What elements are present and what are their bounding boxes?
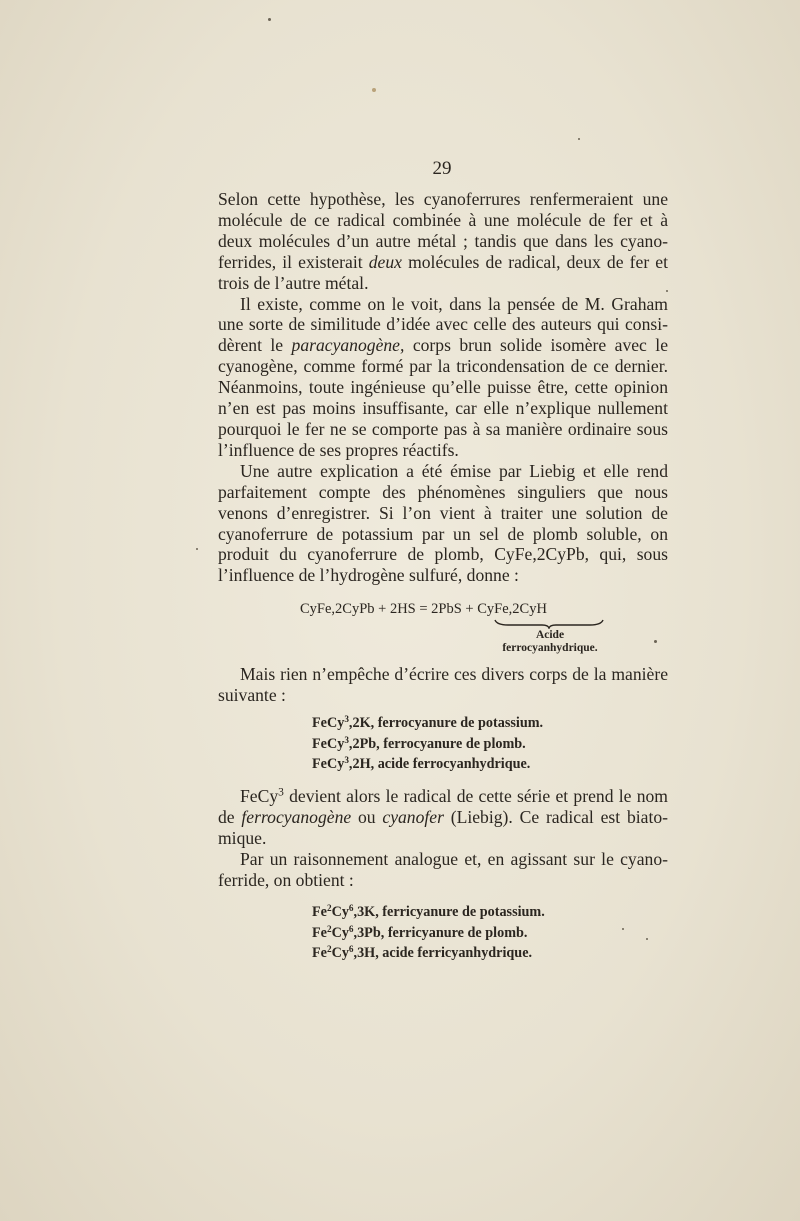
page-number: 29 <box>432 158 452 179</box>
formula-line: FeCy$^3$,2H, acide ferrocyanhydrique. <box>312 754 531 772</box>
formula-line: Fe$^2$Cy$^6$,3K, ferricyanure de potassium. <box>312 902 545 920</box>
ferricyanure-list <box>312 902 545 964</box>
superscript: 6 <box>348 923 354 934</box>
text-run: (Liebig). Ce radical est biato-mique. <box>218 806 668 848</box>
text-run: Selon cette hypothèse, les cyanoferrures renfermeraient une molécule de ce radical combinée à une molécule de fer et à deux molécules d’un autre métal ; tandis que dans les cyano-ferrides, il existerait <box>218 189 668 272</box>
superscript: 3 <box>344 713 349 724</box>
text-run: Mais rien n’empêche d’écrire ces divers corps de la manière suivante : <box>218 664 668 705</box>
text-run: Une autre explication a été émise par Liebig et elle rend parfaitement compte des phénomènes singuliers que nous venons d’enregistrer. Si l’on vient à traiter une solution de cyanoferrure de potassium par un sel de plomb soluble, on produit du cyanoferrure de plomb, CyFe,2CyPb, qui, sous l’influence de l’hydrogène sulfuré, donne : <box>218 460 668 586</box>
text-run: devient alors le radical de cette série et prend le nom de <box>218 786 668 827</box>
text-run: molécules de radical, deux de fer et trois de l’autre métal. <box>218 251 668 293</box>
formula-line: FeCy$^3$,2Pb, ferrocyanure de plomb. <box>312 734 526 752</box>
superscript: 3 <box>344 754 349 765</box>
brace-label-line2: ferrocyanhydrique. <box>502 642 598 654</box>
text-run: Il existe, comme on le voit, dans la pensée de M. Graham une sorte de similitude d’idée avec celle des auteurs qui consi-dèrent le <box>218 293 668 356</box>
italic-term: cyanofer <box>382 806 444 827</box>
paragraph <box>218 786 668 849</box>
formula-line: Fe$^2$Cy$^6$,3Pb, ferricyanure de plomb. <box>312 923 528 941</box>
italic-term: ferrocyanogène <box>241 806 352 827</box>
text-run: FeCy <box>240 786 279 806</box>
paragraph <box>218 849 668 891</box>
body-text-upper <box>218 189 668 586</box>
superscript: 3 <box>344 734 349 745</box>
formula-line: FeCy$^3$,2K, ferrocyanure de potassium. <box>312 713 544 731</box>
ferrocyanure-list <box>312 713 543 775</box>
superscript: 2 <box>326 943 332 954</box>
superscript: 6 <box>348 943 354 954</box>
superscript: 2 <box>326 902 332 913</box>
italic-term: paracyanogène, <box>291 335 405 356</box>
text-run: Par un raisonnement analogue et, en agissant sur le cyano-ferride, on obtient : <box>218 848 668 890</box>
text-run: ou <box>351 806 383 827</box>
paragraph <box>218 294 668 461</box>
superscript: 3 <box>278 786 284 799</box>
paragraph <box>218 189 668 294</box>
body-text-fecy <box>218 786 668 891</box>
paragraph <box>218 664 668 706</box>
paragraph <box>218 461 668 586</box>
chemical-equation: CyFe,2CyPb + 2HS = 2PbS + CyFe,2CyH <box>300 601 547 617</box>
superscript: 6 <box>348 902 354 913</box>
superscript: 2 <box>326 923 332 934</box>
formula-line: Fe$^2$Cy$^6$,3H, acide ferricyanhydrique. <box>312 943 533 961</box>
text-run: corps brun solide isomère avec le cyanogène, comme formé par la tricondensation de ce dernier. Néanmoins, toute ingénieuse qu’elle puisse être, cette opinion n’en est pas moins insuffisante, car elle n’explique nullement pourquoi le fer ne se comporte pas à sa manière ordinaire sous l’influence de ses propres réactifs. <box>218 335 669 460</box>
italic-term: deux <box>368 251 402 272</box>
body-text-mais <box>218 664 668 706</box>
brace-label-line1: Acide <box>535 629 565 641</box>
